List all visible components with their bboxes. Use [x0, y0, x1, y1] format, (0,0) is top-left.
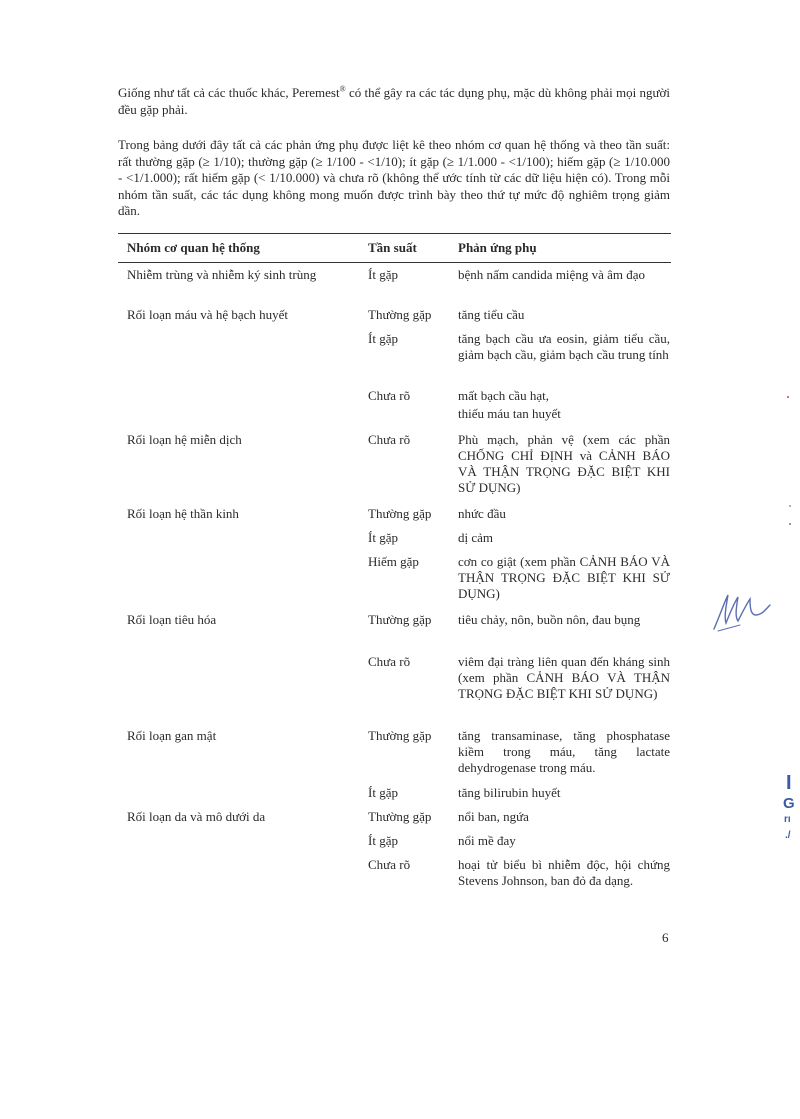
- table-cell-frequency: Ít gặp: [368, 331, 398, 346]
- handwritten-initials: [710, 585, 780, 635]
- table-cell-frequency: Chưa rõ: [368, 857, 411, 872]
- table-cell-reaction: tăng bilirubin huyết: [458, 785, 561, 800]
- margin-mark: rı: [784, 814, 791, 825]
- table-cell-frequency: Thường gặp: [368, 307, 432, 322]
- table-cell-frequency: Ít gặp: [368, 785, 398, 800]
- table-cell-reaction: tăng tiểu cầu: [458, 307, 525, 322]
- table-cell-reaction: tăng bạch cầu ưa eosin, giảm tiểu cầu, giảm bạch cầu, giảm bạch cầu trung tính: [458, 331, 670, 362]
- table-cell-reaction: hoại tử biểu bì nhiễm độc, hội chứng Stevens Johnson, ban đỏ đa dạng.: [458, 857, 670, 888]
- margin-speck: [787, 396, 789, 398]
- table-cell-frequency: Ít gặp: [368, 267, 398, 282]
- table-cell-reaction: viêm đại tràng liên quan đến kháng sinh (xem phần CẢNH BÁO VÀ THẬN TRỌNG ĐẶC BIỆT KHI SỬ DỤNG): [458, 654, 670, 701]
- table-cell-group: Rối loạn tiêu hóa: [127, 612, 217, 627]
- table-cell-reaction: tăng transaminase, tăng phosphatase kiềm trong máu, tăng lactate dehydrogenase trong máu.: [458, 728, 670, 775]
- table-header-rule: [118, 262, 671, 263]
- table-cell-reaction: nổi ban, ngứa: [458, 809, 529, 824]
- table-cell-reaction: cơn co giật (xem phần CẢNH BÁO VÀ THẬN TRỌNG ĐẶC BIỆT KHI SỬ DỤNG): [458, 554, 670, 601]
- page-number: 6: [662, 930, 669, 945]
- table-cell-frequency: Thường gặp: [368, 506, 432, 521]
- table-cell-reaction: mất bạch cầu hạt,: [458, 388, 549, 403]
- table-top-rule: [118, 233, 671, 234]
- table-cell-reaction: Phù mạch, phản vệ (xem các phần CHỐNG CHỈ ĐỊNH và CẢNH BÁO VÀ THẬN TRỌNG ĐẶC BIỆT KHI SỬ DỤNG): [458, 432, 670, 495]
- table-cell-frequency: Chưa rõ: [368, 654, 411, 669]
- table-cell-frequency: Chưa rõ: [368, 432, 411, 447]
- margin-mark: ./: [785, 830, 791, 841]
- table-cell-group: Rối loạn hệ miễn dịch: [127, 432, 242, 447]
- margin-mark: I: [786, 772, 792, 794]
- intro-paragraph-1: Giống như tất cả các thuốc khác, Peremest® có thể gây ra các tác dụng phụ, mặc dù không phải mọi người đều gặp phải.: [118, 84, 670, 117]
- table-cell-group: Rối loạn hệ thần kinh: [127, 506, 239, 521]
- header-system-organ-class: Nhóm cơ quan hệ thống: [127, 240, 260, 255]
- table-cell-reaction: nhức đầu: [458, 506, 506, 521]
- margin-mark: G: [783, 795, 795, 812]
- table-cell-reaction: bệnh nấm candida miệng và âm đạo: [458, 267, 645, 282]
- table-cell-group: Rối loạn da và mô dưới da: [127, 809, 266, 824]
- table-cell-frequency: Thường gặp: [368, 612, 432, 627]
- table-cell-group: Nhiễm trùng và nhiễm ký sinh trùng: [127, 267, 317, 282]
- margin-speck: [789, 523, 791, 525]
- table-cell-reaction: nổi mề đay: [458, 833, 516, 848]
- table-cell-frequency: Thường gặp: [368, 809, 432, 824]
- margin-speck: [789, 505, 791, 507]
- table-cell-frequency: Ít gặp: [368, 833, 398, 848]
- table-cell-frequency: Chưa rõ: [368, 388, 411, 403]
- header-adverse-reaction: Phản ứng phụ: [458, 240, 537, 255]
- table-cell-reaction: dị cảm: [458, 530, 494, 545]
- table-cell-reaction: thiếu máu tan huyết: [458, 406, 561, 421]
- table-cell-frequency: Hiếm gặp: [368, 554, 419, 569]
- table-cell-group: Rối loạn máu và hệ bạch huyết: [127, 307, 289, 322]
- table-cell-frequency: Thường gặp: [368, 728, 432, 743]
- table-cell-reaction: tiêu chảy, nôn, buồn nôn, đau bụng: [458, 612, 641, 627]
- header-frequency: Tần suất: [368, 240, 417, 255]
- table-cell-frequency: Ít gặp: [368, 530, 398, 545]
- intro-paragraph-2: Trong bảng dưới đây tất cả các phản ứng phụ được liệt kê theo nhóm cơ quan hệ thống và theo tần suất: rất thường gặp (≥ 1/10); thường gặp (≥ 1/100 - <1/10); ít gặp (≥ 1/1.000 - <1/100); hiếm gặp (≥ 1/10.000 - <1/1.000); rất hiếm gặp (< 1/10.000) và chưa rõ (không thể ước tính từ các dữ liệu hiện có). Trong mỗi nhóm tần suất, các tác dụng không mong muốn được trình bày theo thứ tự mức độ nghiêm trọng giảm dần.: [118, 137, 670, 218]
- table-cell-group: Rối loạn gan mật: [127, 728, 217, 743]
